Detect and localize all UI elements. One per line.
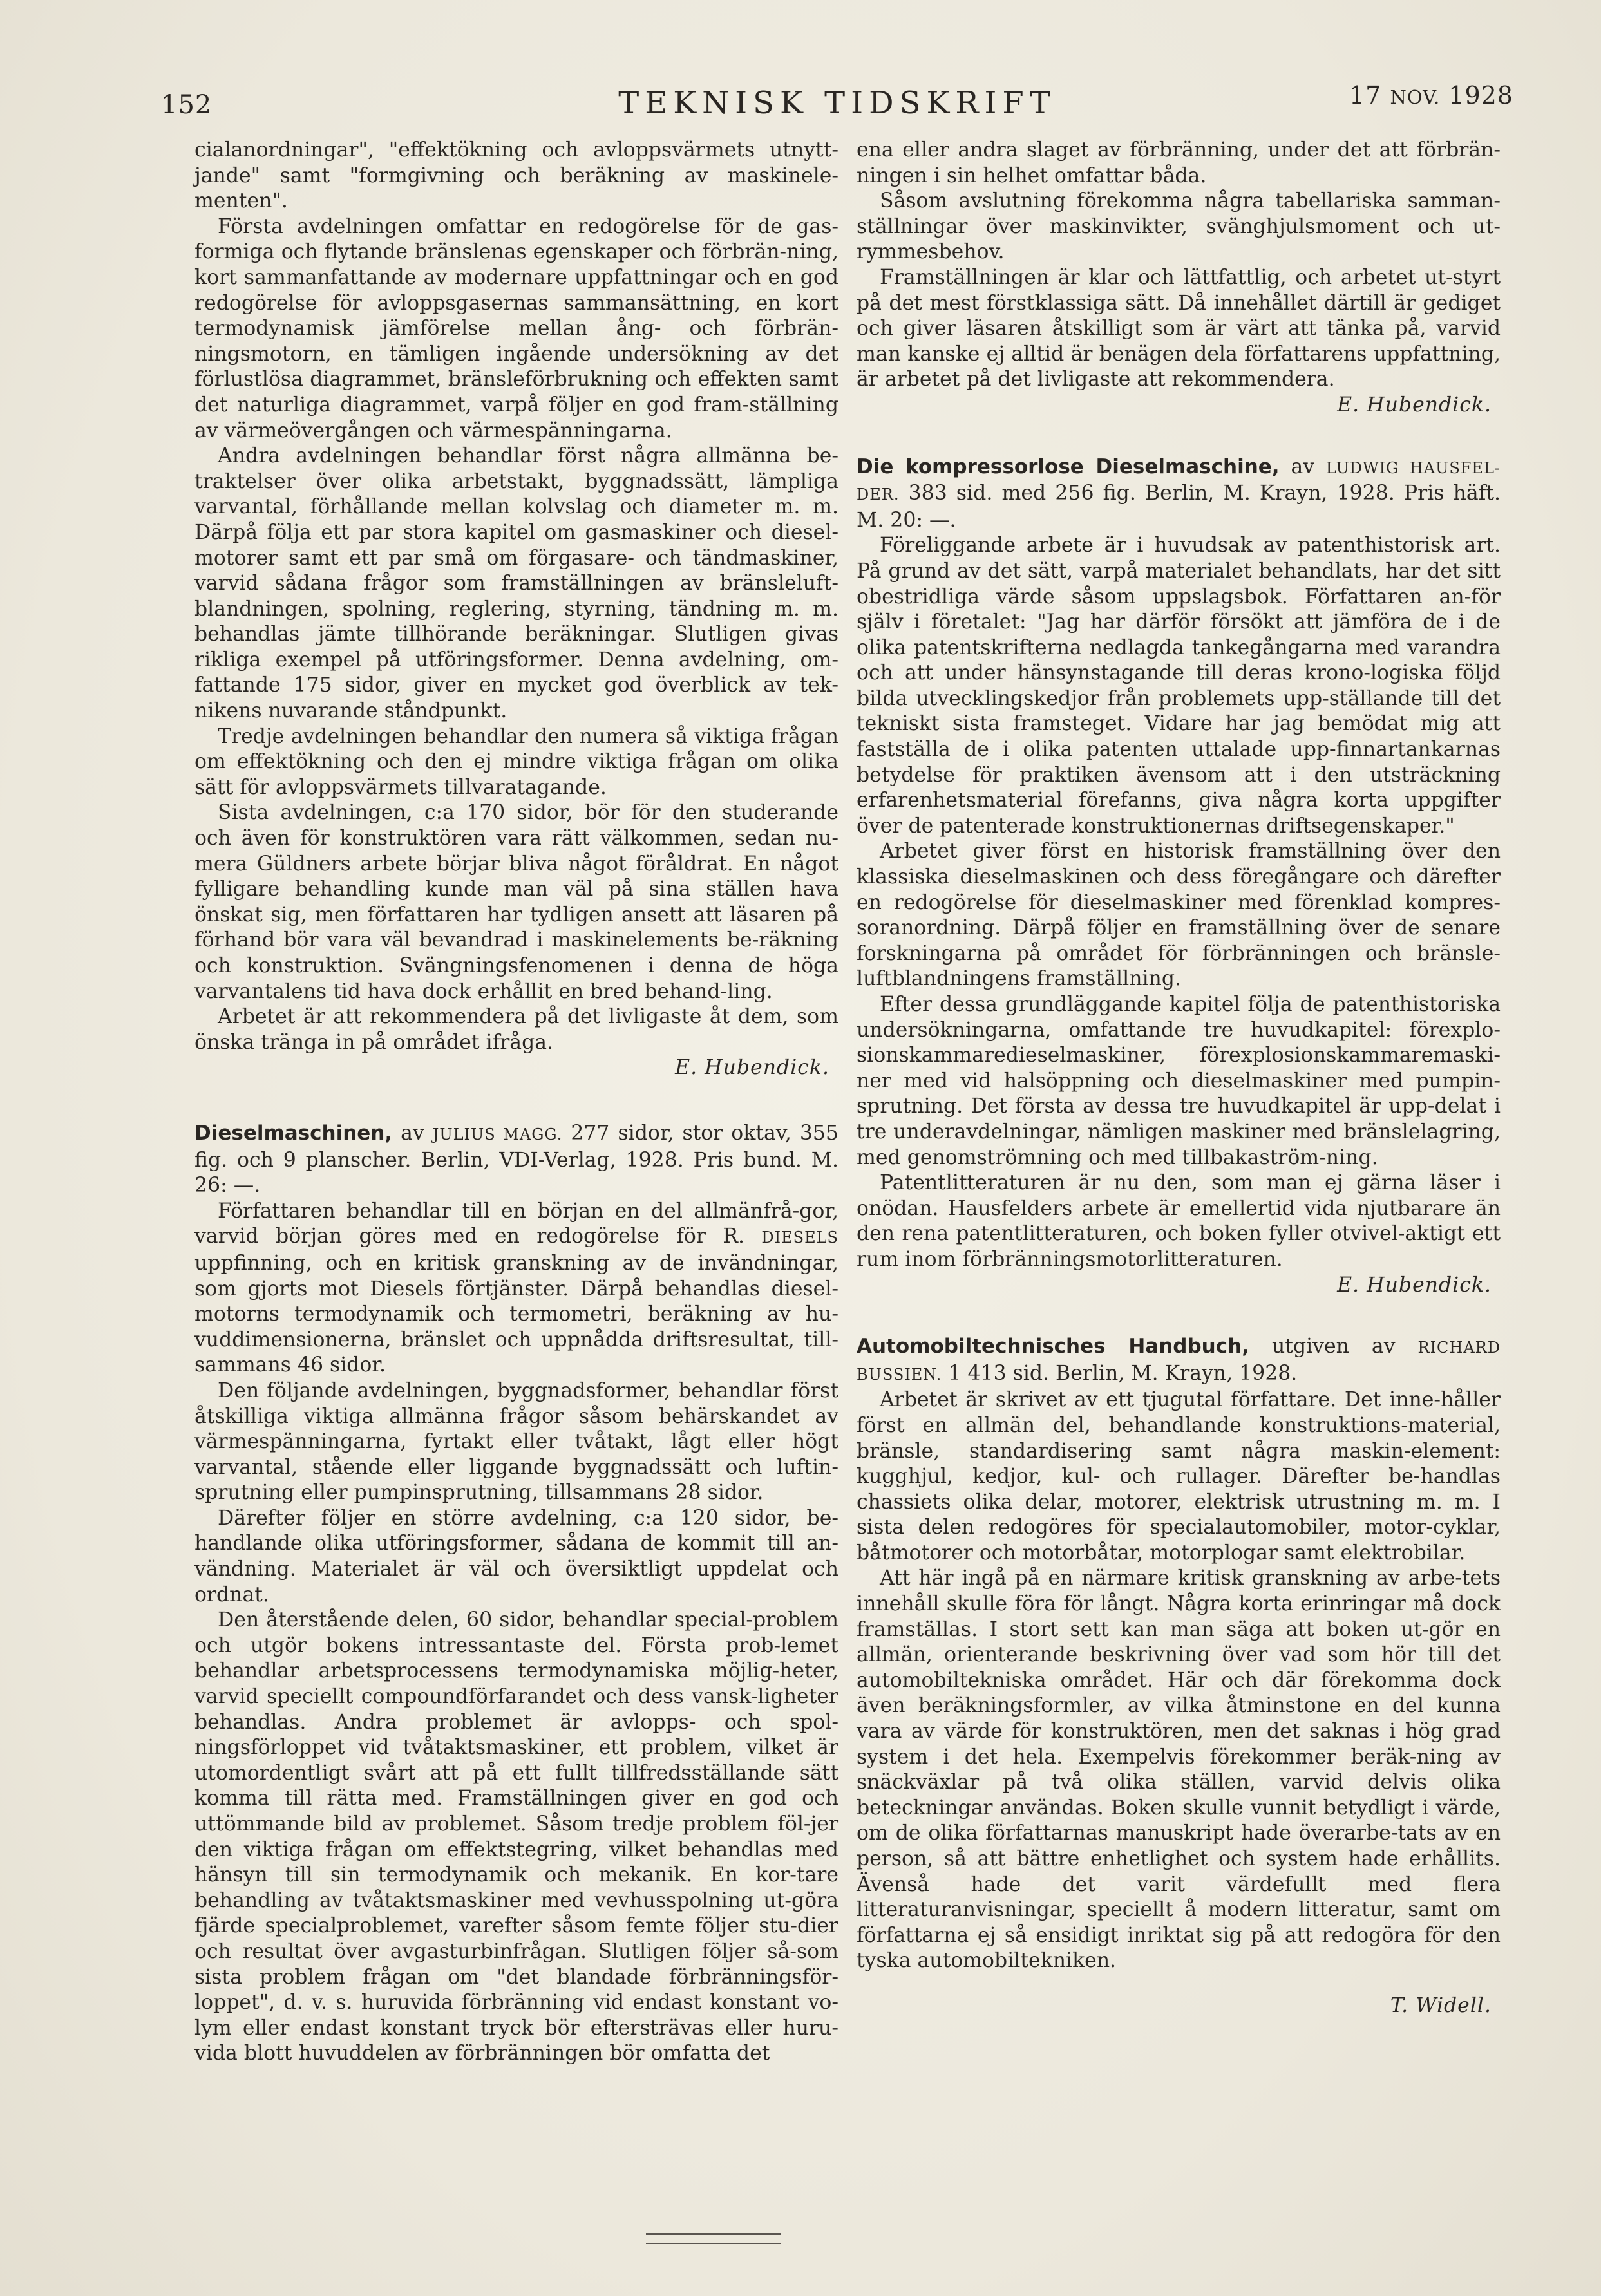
review-citation: Die kompressorlose Dieselmaschine, av LUDWIG HAUSFEL-DER. 383 sid. med 256 fig. Berlin, M. Krayn, 1928. Pris häft. M. 20: —. xyxy=(857,455,1501,532)
left-column xyxy=(194,138,838,2067)
paragraph: Den återstående delen, 60 sidor, behandlar special-problem och utgör bokens intressantaste del. Första prob-lemet behandlar arbetsprocessens termodynamiska möjlig-heter, varvid speciellt compoundförfarandet och dess vansk-ligheter behandlas. Andra problemet är avlopps- och spol-ningsförloppet vid tvåtaktsmaskiner, ett problem, vilket är utomordentligt svårt att på ett fullt tillfredsställande sätt komma till rätta med. Framställningen giver en god och uttömmande bild av problemet. Såsom tredje problem föl-jer den viktiga frågan om effektstegring, vilket behandlas med hänsyn till sin termodynamik och mekanik. En kor-tare behandling av tvåtaktsmaskiner med vevhusspolning ut-göra fjärde specialproblemet, varefter såsom femte följer stu-dier och resultat över avgasturbinfrågan. Slutligen följer så-som sista problem frågan om "det blandade förbränningsför-loppet", d. v. s. huruvida förbränning vid endast konstant vo-lym eller endast konstant tryck bör eftersträvas eller huru-vida blott huvuddelen av förbränningen bör omfatta det xyxy=(194,1608,838,2065)
book-title: Automobiltechnisches Handbuch, xyxy=(857,1335,1249,1359)
paragraph: Föreliggande arbete är i huvudsak av patenthistorisk art. På grund av det sätt, varpå materialet behandlats, har det sitt obestridliga värde såsom uppslagsbok. Författaren an-för själv i företalet: "Jag har därför försökt att jämföra de i de olika patentskrifterna nedlagda tankegångarna med varandra och att under hänsynstagande till deras krono-logiska följd bilda utvecklingskedjor från problemets upp-ställande till det tekniskt sista framsteget. Vidare har jag bemödat mig att fastställa de i olika patenten uttalade upp-finnartankarnas betydelse för praktiken ävensom att i den utsträckning erfarenhetsmaterial förefanns, giva några korta uppgifter över de patenterade konstruktionernas driftsegenskaper." xyxy=(857,534,1501,838)
paragraph: Att här ingå på en närmare kritisk granskning av arbe-tets innehåll skulle föra för långt. Några korta erinringar må dock framställas. I stort sett kan man säga att boken ut-gör en allmän, orienterande beskrivning över vad som hör till det automobiltekniska området. Här och där förekomma dock även beräkningsformler, av vilka åtminstone en del kunna vara av värde för konstruktören, men det saknas i hög grad system i det hela. Exempelvis förekommer beräk-ning av snäckväxlar på två olika ställen, varvid delvis olika beteckningar användas. Boken skulle vunnit betydligt i värde, om de olika författarnas manuskript hade överarbe-tats av en person, så att bättre enhetlighet och system hade erhållits. Ävenså hade det varit värdefullt med flera litteraturanvisningar, speciellt å modern litteratur, samt om författarna ej så ensidigt inriktat sig på att redogöra för den tyska automobiltekniken. xyxy=(857,1567,1501,1973)
paragraph: Författaren behandlar till en början en del allmänfrå-gor, varvid början göres med en redogörelse för R. DIESELS uppfinning, och en kritisk granskning av de invändningar, som gjorts mot Diesels förtjänster. Därpå behandlas diesel-motorns termodynamik och termometri, beräkning av hu-vuddimensionerna, bränslet och uppnådda driftsresultat, till-sammans 46 sidor. xyxy=(194,1199,838,1377)
reviewer-signature: T. Widell. xyxy=(1390,1993,1492,2017)
book-author: RICHARD BUSSIEN. xyxy=(857,1339,1501,1384)
book-author: JULIUS MAGG. xyxy=(432,1125,563,1143)
reviewer-signature: E. Hubendick. xyxy=(675,1056,829,1080)
review-heading-dieselmaschinen xyxy=(194,1121,838,1199)
paragraph: Arbetet giver först en historisk framställning över den klassiska dieselmaskinen och dess föregångare och därefter en redogörelse för dieselmaskiner med förenklad kompres-soranordning. Därpå följer en framställning över de senare forskningarna på området för förbränningen och bränsle-luftblandningens framställning. xyxy=(857,840,1501,991)
paragraph: Den följande avdelningen, byggnadsformer, behandlar först åtskilliga viktiga allmänna frågor såsom behärskandet av värmespänningarna, fyrtakt eller tvåtakt, lågt eller högt varvantal, stående eller liggande byggnadssätt och luftin-sprutning eller pumpinsprutning, tillsammans 28 sidor. xyxy=(194,1379,838,1505)
book-title: Dieselmaschinen, xyxy=(194,1121,393,1145)
page-number: 152 xyxy=(161,90,213,120)
paragraph: Patentlitteraturen är nu den, som man ej gärna läser i onödan. Hausfelders arbete är emellertid vida njutbarare än den rena patentlitteraturen, och boken fyller otvivel-aktigt ett rum inom förbränningsmotorlitteraturen. xyxy=(857,1171,1501,1271)
paragraph: Efter dessa grundläggande kapitel följa de patenthistoriska undersökningarna, omfattande tre huvudkapitel: förexplo-sionskammaredieselmaskiner, förexplosionskammaremaski-ner med vid halsöppning och dieselmaskiner med pumpin-sprutning. Det första av dessa tre huvudkapitel är upp-delat i tre underavdelningar, nämligen maskiner med bränslelagring, med genomströmning och med tillbakaström-ning. xyxy=(857,993,1501,1169)
review-heading-automobiltechnisches xyxy=(857,1334,1501,1388)
paragraph: Arbetet är skrivet av ett tjugutal författare. Det inne-håller först en allmän del, behandlande konstruktions-material, bränsle, standardisering samt några maskin-element: kugghjul, kedjor, kul- och rullager. Därefter be-handlas chassiets olika delar, motorer, elektrisk utrustning m. m. I sista delen redogöres för specialautomobiler, motor-cyklar, båtmotorer och motorbåtar, motorplogar samt elektrobilar. xyxy=(857,1388,1501,1565)
paragraph: Andra avdelningen behandlar först några allmänna be-traktelser över olika arbetstakt, byggnadssätt, lämpliga varvantal, förhållande mellan kolvslag och diameter m. m. Därpå följa ett par stora kapitel om gasmaskiner och diesel-motorer samt ett par små om förgasare- och tändmaskiner, varvid sådana frågor som framställningen av bränsleluft-blandningen, spolning, reglering, styrning, tändning m. m. behandlas jämte tillhörande beräkningar. Slutligen givas rikliga exempel på utföringsformer. Denna avdelning, om-fattande 175 sidor, giver en mycket god överblick av tek-nikens nuvarande ståndpunkt. xyxy=(194,444,838,723)
book-title: Die kompressorlose Dieselmaschine, xyxy=(857,455,1280,478)
review-heading-kompressorlose xyxy=(857,455,1501,534)
review-citation: Automobiltechnisches Handbuch, utgiven av RICHARD BUSSIEN. 1 413 sid. Berlin, M. Krayn, 1928. xyxy=(857,1335,1501,1385)
right-column xyxy=(857,138,1501,2019)
running-header xyxy=(161,76,1513,127)
end-rule xyxy=(646,2233,781,2244)
paragraph: cialanordningar", "effektökning och avloppsvärmets utnytt-jande" samt "formgivning och beräkning av maskinele-menten". xyxy=(194,138,838,213)
paragraph: Sista avdelningen, c:a 170 sidor, bör för den studerande och även för konstruktören vara rätt välkommen, sedan nu-mera Güldners arbete börjar bliva något föråldrat. En något fylligare behandling kunde man väl på sina ställen hava önskat sig, men författaren har tydligen ansett att läsaren på förhand bör vara väl bevandrad i maskinelements be-räkning och konstruktion. Svängningsfenomenen i denna de höga varvantalens tid hava dock erhållit en bred behand-ling. xyxy=(194,801,838,1003)
review-citation: Dieselmaschinen, av JULIUS MAGG. 277 sidor, stor oktav, 355 fig. och 9 planscher. Berlin, VDI-Verlag, 1928. Pris bund. M. 26: —. xyxy=(194,1121,838,1198)
paragraph: Såsom avslutning förekomma några tabellariska samman-ställningar över maskinvikter, svänghjulsmoment och ut-rymmesbehov. xyxy=(857,189,1501,264)
paragraph: Därefter följer en större avdelning, c:a 120 sidor, be-handlande olika utföringsformer, sådana de kommit till an-vändning. Materialet är väl och översiktligt uppdelat och ordnat. xyxy=(194,1506,838,1606)
reviewer-signature: E. Hubendick. xyxy=(1337,393,1492,417)
paragraph: ena eller andra slaget av förbränning, under det att förbrän-ningen i sin helhet omfattar båda. xyxy=(857,138,1501,187)
paragraph: Första avdelningen omfattar en redogörelse för de gas-formiga och flytande bränslenas egenskaper och förbrän-ning, kort sammanfattande av modernare uppfattningar och en god redogörelse för avloppsgasernas sammansättning, en kort termodynamisk jämförelse mellan ång- och förbrän-ningsmotorn, en tämligen ingående undersökning av det förlustlösa diagrammet, bränsleförbrukning och effekten samt det naturliga diagrammet, varpå följer en god fram-ställning av värmeövergången och värmespänningarna. xyxy=(194,214,838,442)
issue-date: 17 NOV. 1928 xyxy=(1349,81,1513,109)
reviewer-signature: E. Hubendick. xyxy=(1337,1273,1492,1297)
journal-title: TEKNISK TIDSKRIFT xyxy=(618,85,1056,121)
paragraph: Framställningen är klar och lättfattlig, och arbetet ut-styrt på det mest förstklassiga sätt. Då innehållet därtill är gediget och giver läsaren åtskilligt som är värt att tänka på, varvid man kanske ej alltid är benägen dela författarens uppfattning, är arbetet på det livligaste att rekommendera. xyxy=(857,265,1501,391)
paragraph: Tredje avdelningen behandlar den numera så viktiga frågan om effektökning och den ej mindre viktiga frågan om olika sätt för avloppsvärmets tillvaratagande. xyxy=(194,724,838,799)
book-author: LUDWIG HAUSFEL-DER. xyxy=(857,458,1501,504)
paragraph: Arbetet är att rekommendera på det livligaste åt dem, som önska tränga in på området ifråga. xyxy=(194,1005,838,1054)
